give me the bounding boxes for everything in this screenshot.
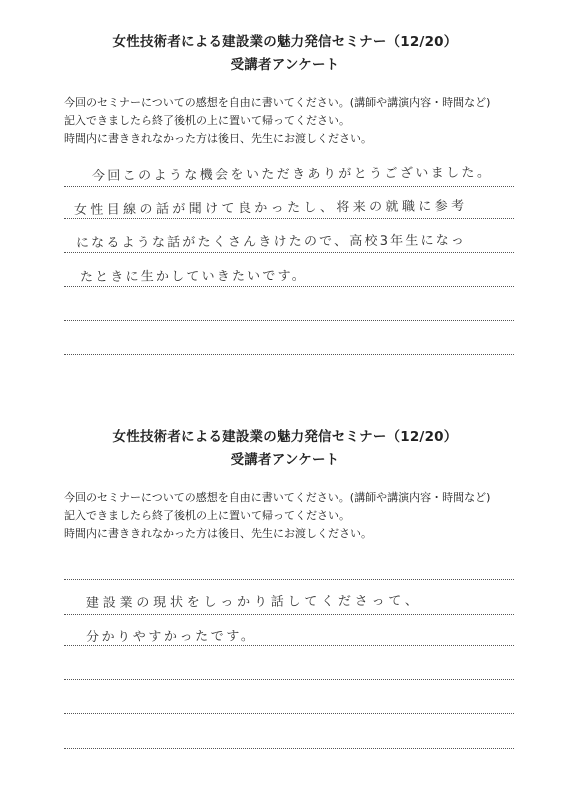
instruction-line: 時間内に書ききれなかった方は後日、先生にお渡しください。 bbox=[64, 527, 372, 540]
handwritten-answer-line: になるような話がたくさんきけたので、高校3年生になっ bbox=[75, 233, 467, 251]
handwritten-answer-line: 今回このような機会をいただきありがとうございました。 bbox=[91, 165, 493, 184]
answer-rule bbox=[64, 286, 514, 287]
instruction-line: 今回のセミナーについての感想を自由に書いてください。(講師や講演内容・時間など) bbox=[64, 96, 491, 109]
instruction-line: 記入できましたら終了後机の上に置いて帰ってください。 bbox=[64, 509, 350, 522]
instruction-line: 時間内に書ききれなかった方は後日、先生にお渡しください。 bbox=[64, 132, 372, 145]
form-subtitle: 受講者アンケート bbox=[230, 452, 340, 468]
form-title: 女性技術者による建設業の魅力発信セミナー（12/20） bbox=[112, 429, 458, 445]
answer-rule bbox=[64, 645, 514, 646]
instruction-line: 今回のセミナーについての感想を自由に書いてください。(講師や講演内容・時間など) bbox=[64, 491, 491, 504]
answer-rule bbox=[64, 679, 514, 680]
answer-rule bbox=[64, 252, 514, 253]
answer-rule bbox=[64, 186, 514, 187]
answer-rule bbox=[64, 320, 514, 321]
handwritten-answer-line: 女性目線の話が聞けて良かったし、将来の就職に参考 bbox=[73, 198, 468, 218]
instruction-line: 記入できましたら終了後机の上に置いて帰ってください。 bbox=[64, 114, 350, 127]
answer-rule bbox=[64, 748, 514, 749]
handwritten-answer-line: 分かりやすかったです。 bbox=[85, 629, 257, 645]
handwritten-answer-line: 建設業の現状をしっかり話してくださって、 bbox=[85, 593, 422, 611]
answer-rule bbox=[64, 614, 514, 615]
answer-rule bbox=[64, 354, 514, 355]
answer-rule bbox=[64, 579, 514, 580]
form-subtitle: 受講者アンケート bbox=[230, 57, 340, 73]
answer-rule bbox=[64, 713, 514, 714]
form-title: 女性技術者による建設業の魅力発信セミナー（12/20） bbox=[112, 34, 458, 50]
answer-rule bbox=[64, 218, 514, 219]
handwritten-answer-line: たときに生かしていきたいです。 bbox=[79, 268, 307, 285]
